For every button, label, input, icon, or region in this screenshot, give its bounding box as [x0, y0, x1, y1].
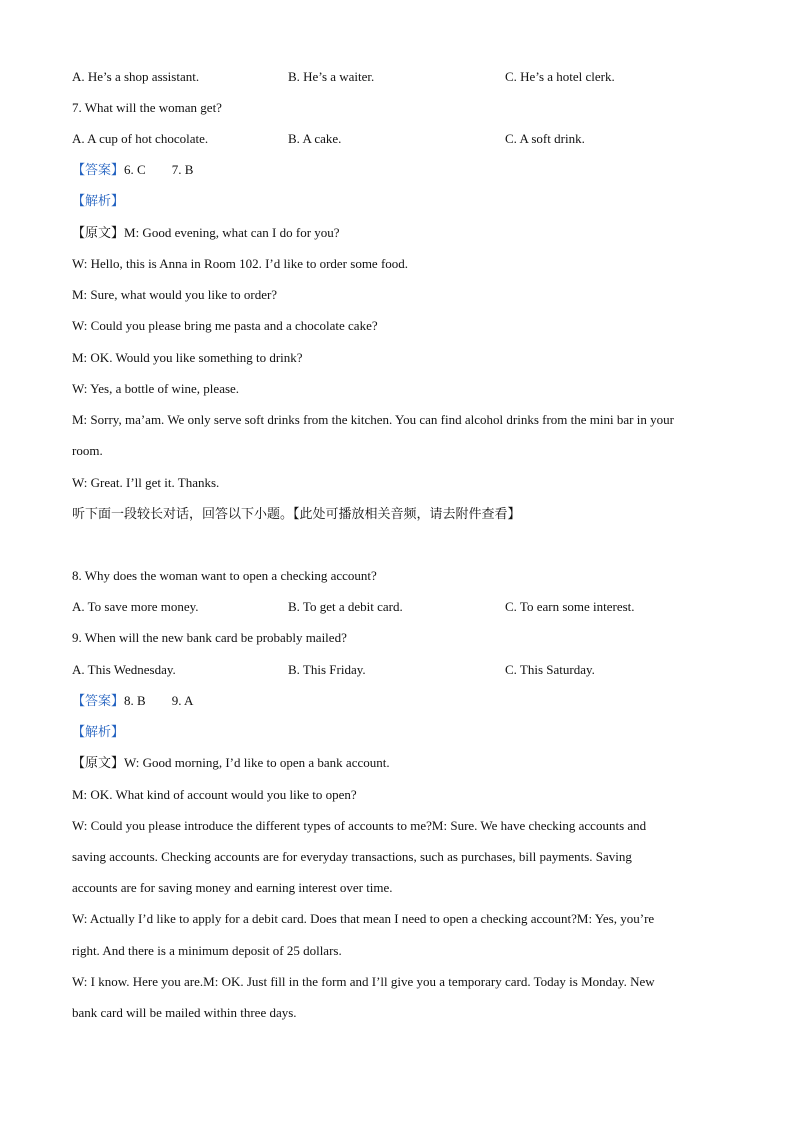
transcript-line: M: Sure, what would you like to order?: [72, 287, 278, 302]
q6-option-c: C. He’s a hotel clerk.: [505, 69, 615, 84]
transcript-label: 【原文】: [72, 225, 125, 240]
transcript-line: bank card will be mailed within three days.: [72, 1005, 297, 1020]
transcript-line: room.: [72, 443, 103, 458]
answer-7: 7. B: [171, 162, 194, 177]
transcript-line: [72, 225, 340, 241]
q8-question: 8. Why does the woman want to open a checking account?: [72, 568, 377, 583]
transcript-line: [72, 755, 390, 771]
analysis-label: 【解析】: [72, 724, 125, 739]
answer-9: 9. A: [171, 693, 194, 708]
transcript-line: W: Actually I’d like to apply for a debit card. Does that mean I need to open a checking account?M: Yes, you’re: [72, 911, 655, 926]
q9-option-b: B. This Friday.: [288, 662, 366, 677]
transcript-text: M: Good evening, what can I do for you?: [124, 225, 340, 240]
transcript-line: W: Great. I’ll get it. Thanks.: [72, 475, 220, 490]
q7-option-c: C. A soft drink.: [505, 131, 585, 146]
q9-option-c: C. This Saturday.: [505, 662, 595, 677]
q7-option-a: A. A cup of hot chocolate.: [72, 131, 209, 146]
answer-line-2: [72, 693, 193, 709]
q8-option-c: C. To earn some interest.: [505, 599, 635, 614]
answer-8: 8. B: [124, 693, 146, 708]
transcript-text: W: Good morning, I’d like to open a bank account.: [124, 755, 390, 770]
q6-option-a: A. He’s a shop assistant.: [72, 69, 200, 84]
transcript-line: accounts are for saving money and earning interest over time.: [72, 880, 393, 895]
answer-line-1: [72, 162, 193, 178]
analysis-label-1: [72, 193, 124, 209]
answer-label: 【答案】: [72, 162, 125, 177]
answer-6: 6. C: [124, 162, 146, 177]
transcript-line: W: Could you please bring me pasta and a chocolate cake?: [72, 318, 378, 333]
q8-options: [72, 599, 722, 615]
q8-option-b: B. To get a debit card.: [288, 599, 403, 614]
transcript-line: W: Yes, a bottle of wine, please.: [72, 381, 240, 396]
q7-option-b: B. A cake.: [288, 131, 342, 146]
listening-instruction: 听下面一段较长对话，回答以下小题。【此处可播放相关音频，请去附件查看】: [72, 506, 521, 521]
transcript-line: saving accounts. Checking accounts are for everyday transactions, such as purchases, bill payments. Saving: [72, 849, 632, 864]
transcript-line: W: Hello, this is Anna in Room 102. I’d like to order some food.: [72, 256, 409, 271]
q9-question: 9. When will the new bank card be probably mailed?: [72, 630, 347, 645]
q6-options: [72, 69, 722, 85]
q7-question: 7. What will the woman get?: [72, 100, 222, 115]
transcript-line: M: OK. What kind of account would you like to open?: [72, 787, 357, 802]
analysis-label: 【解析】: [72, 193, 125, 208]
transcript-line: W: I know. Here you are.M: OK. Just fill in the form and I’ll give you a temporary card. Today is Monday. New: [72, 974, 655, 989]
q7-options: [72, 131, 722, 147]
transcript-label: 【原文】: [72, 755, 125, 770]
answer-label: 【答案】: [72, 693, 125, 708]
q9-options: [72, 662, 722, 678]
q6-option-b: B. He’s a waiter.: [288, 69, 375, 84]
transcript-line: W: Could you please introduce the different types of accounts to me?M: Sure. We have checking accounts and: [72, 818, 647, 833]
q9-option-a: A. This Wednesday.: [72, 662, 176, 677]
transcript-line: right. And there is a minimum deposit of 25 dollars.: [72, 943, 342, 958]
transcript-line: M: Sorry, ma’am. We only serve soft drinks from the kitchen. You can find alcohol drinks from the mini bar in your: [72, 412, 674, 427]
analysis-label-2: [72, 724, 124, 740]
q8-option-a: A. To save more money.: [72, 599, 199, 614]
transcript-line: M: OK. Would you like something to drink?: [72, 350, 303, 365]
